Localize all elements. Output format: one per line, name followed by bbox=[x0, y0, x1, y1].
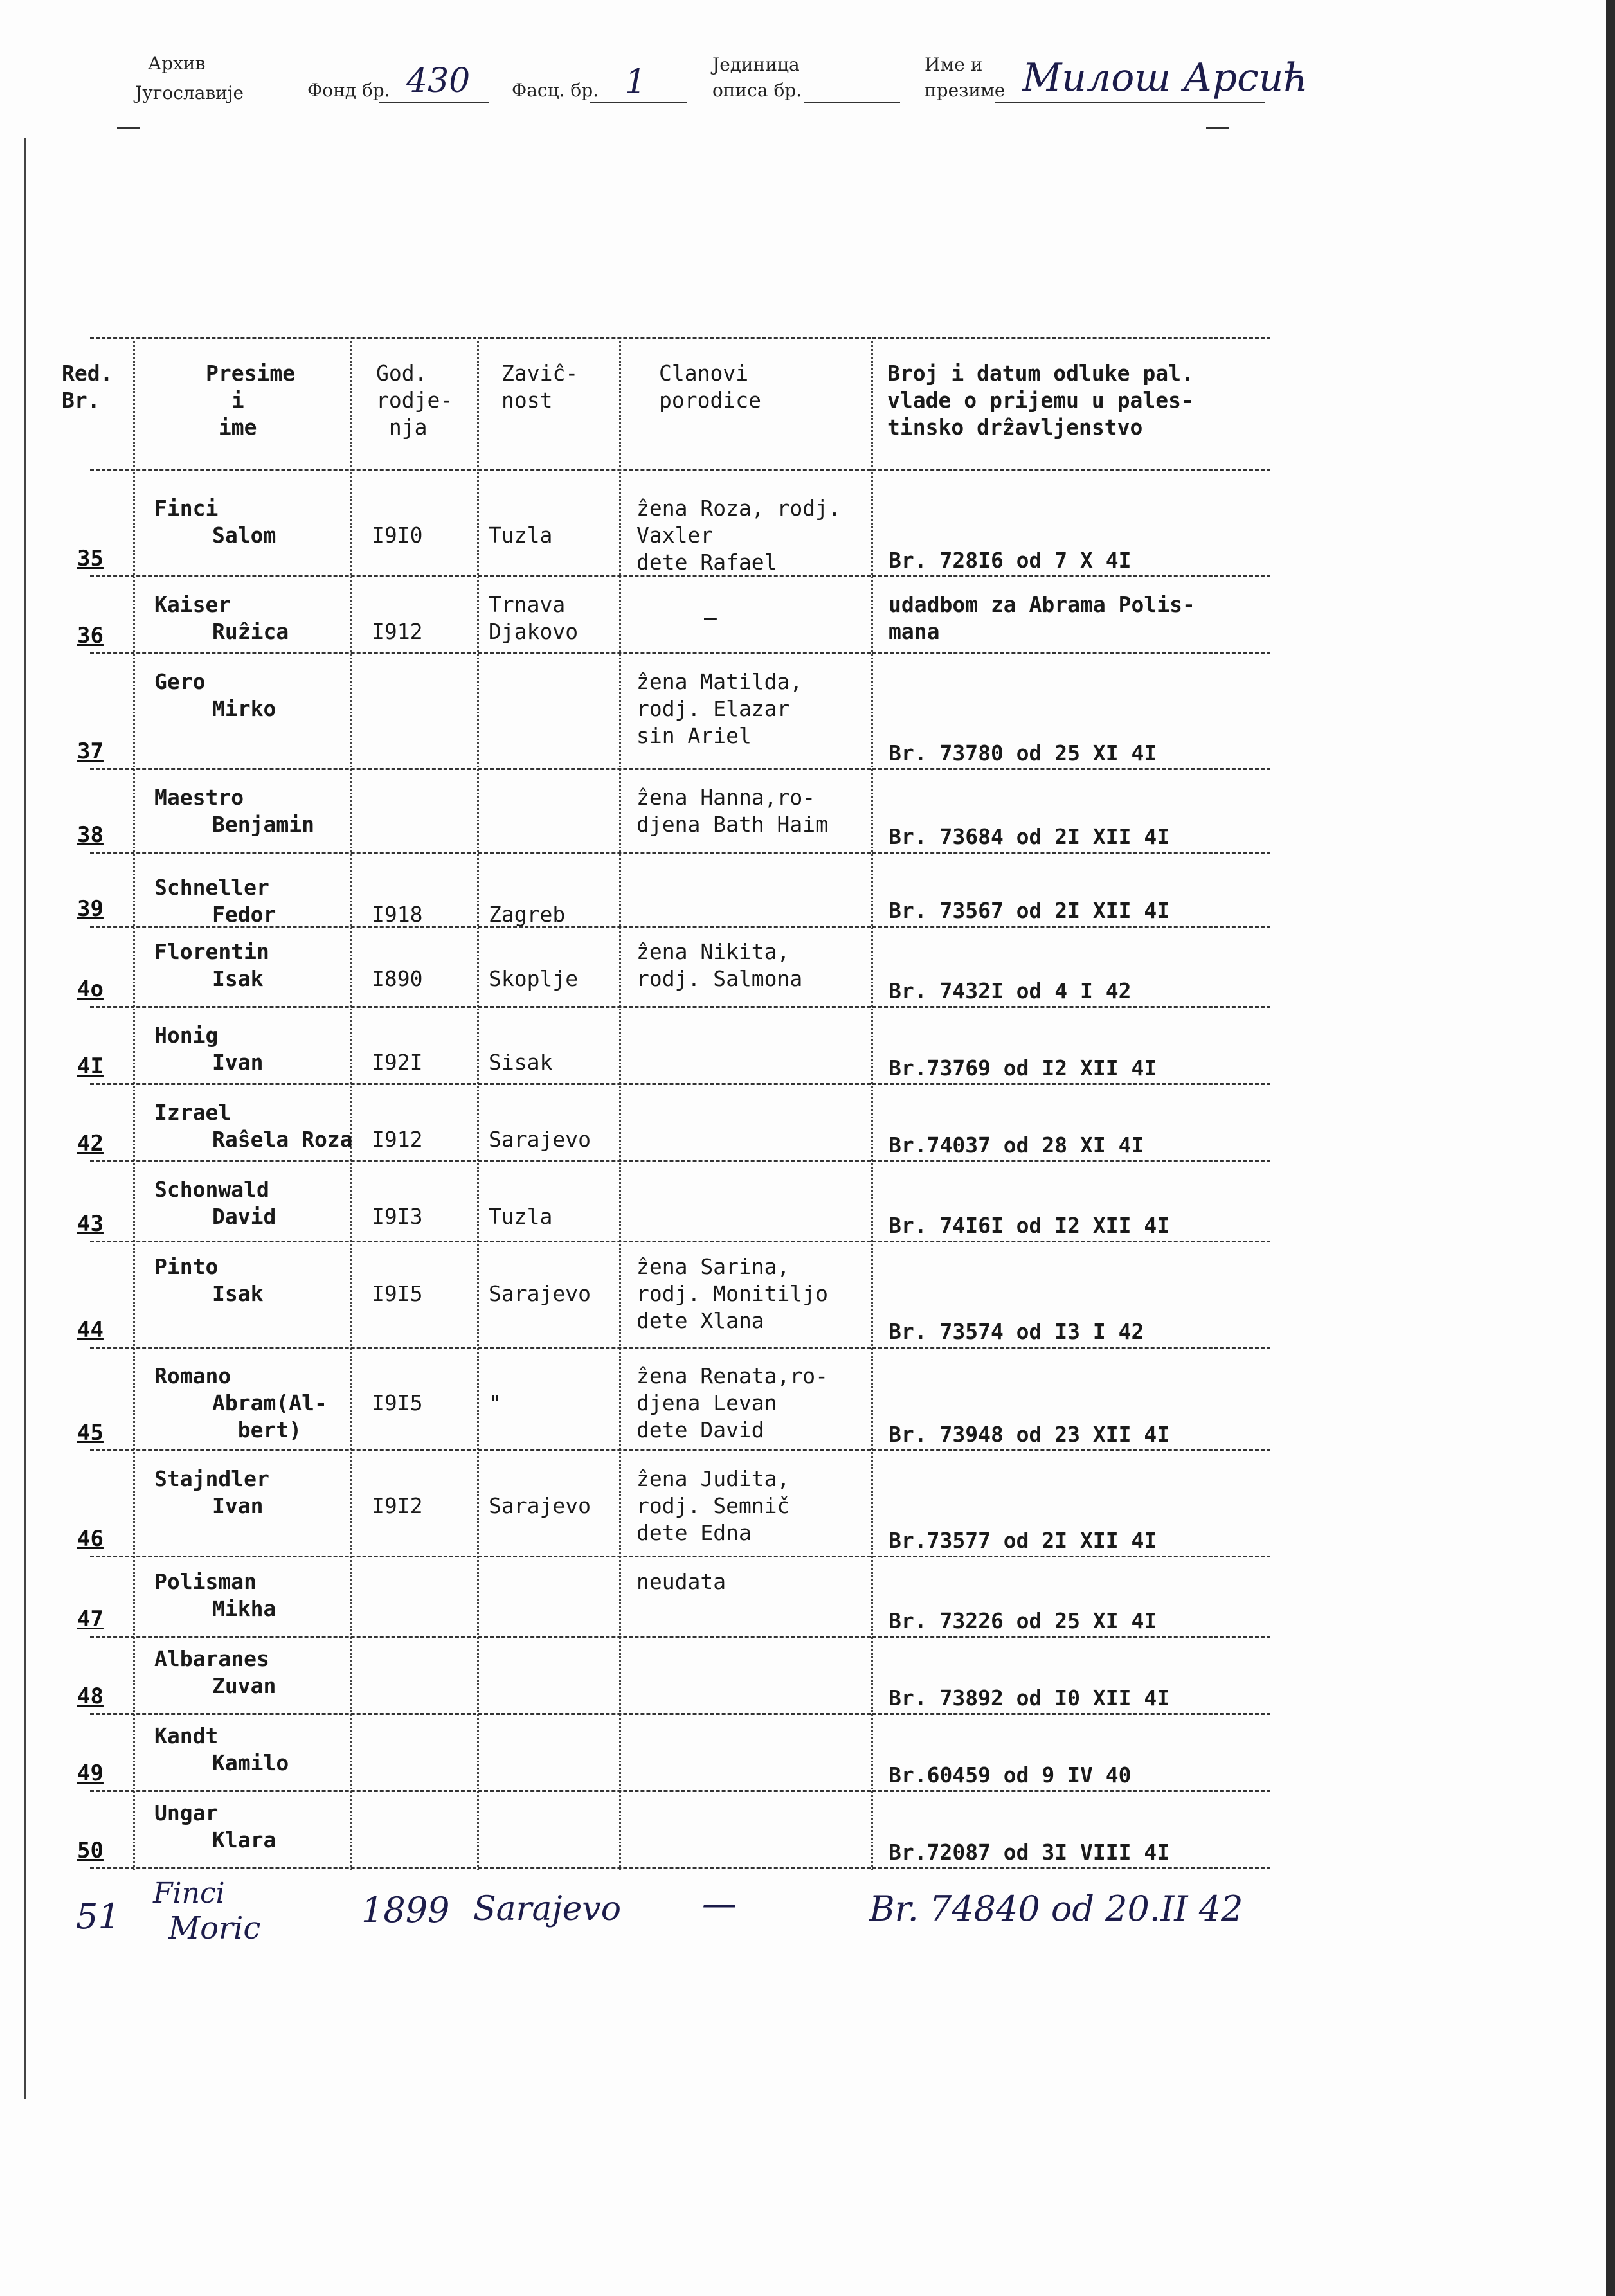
header-clanovi: Clanovi porodice bbox=[659, 361, 761, 413]
row-separator bbox=[90, 926, 1270, 928]
row-birth-year: I9I2 bbox=[372, 1493, 423, 1518]
row-decision: Br. 7432I od 4 I 42 bbox=[889, 978, 1132, 1003]
row-decision: Br. 73948 od 23 XII 4I bbox=[889, 1422, 1170, 1447]
row-separator bbox=[90, 1867, 1270, 1869]
row-separator bbox=[90, 1006, 1270, 1008]
row-given-name: Isak bbox=[212, 1281, 264, 1306]
stamp-fond-line bbox=[379, 102, 489, 103]
row-family: ẑena Renata,ro- djena Levan dete David bbox=[636, 1363, 829, 1442]
row-given-name: Ivan bbox=[212, 1493, 264, 1518]
row-number: 44 bbox=[77, 1317, 104, 1343]
row-birthplace: Sisak bbox=[489, 1050, 553, 1075]
row-given-name: Klara bbox=[212, 1827, 276, 1852]
row-birth-year: I9I3 bbox=[372, 1204, 423, 1229]
row-surname: Maestro bbox=[154, 785, 244, 810]
row-given-name: Kamilo bbox=[212, 1750, 289, 1775]
row-given-name: Ruẑica bbox=[212, 619, 289, 644]
row-family: – bbox=[704, 605, 717, 630]
row-decision: udadbom za Abrama Polis- mana bbox=[889, 592, 1195, 644]
hand-row-decision: Br. 74840 od 20.II 42 bbox=[869, 1888, 1243, 1929]
stamp-fond-label: Фонд бр. bbox=[307, 80, 390, 101]
stamp-fasc-label: Фасц. бр. bbox=[512, 80, 599, 101]
row-given-name: Zuvan bbox=[212, 1673, 276, 1698]
row-decision: Br. 73226 od 25 XI 4I bbox=[889, 1608, 1157, 1633]
row-birthplace: Skoplje bbox=[489, 966, 579, 991]
row-decision: Br.73769 od I2 XII 4I bbox=[889, 1055, 1157, 1081]
header-god: God. rodje- nja bbox=[376, 361, 453, 440]
row-number: 4I bbox=[77, 1054, 104, 1079]
row-separator bbox=[90, 575, 1270, 577]
row-decision: Br. 73567 od 2I XII 4I bbox=[889, 898, 1170, 923]
row-number: 47 bbox=[77, 1606, 104, 1632]
row-family: ẑena Nikita, rodj. Salmona bbox=[636, 939, 803, 991]
stamp-archive-line1: Архив bbox=[148, 53, 206, 74]
row-birth-year: I9I0 bbox=[372, 523, 423, 548]
stamp-unit-line bbox=[804, 102, 900, 103]
row-separator bbox=[90, 1083, 1270, 1085]
row-decision: Br.60459 od 9 IV 40 bbox=[889, 1762, 1132, 1788]
row-surname: Florentin bbox=[154, 939, 269, 964]
row-given-name: Benjamin bbox=[212, 812, 314, 837]
row-number: 46 bbox=[77, 1526, 104, 1552]
hand-row-number: 51 bbox=[76, 1896, 120, 1937]
table-header-rule bbox=[90, 469, 1270, 471]
row-birth-year: I912 bbox=[372, 1127, 423, 1152]
stamp-unit-line2: описа бр. bbox=[712, 80, 802, 101]
row-decision: Br. 74I6I od I2 XII 4I bbox=[889, 1213, 1170, 1238]
row-surname: Ungar bbox=[154, 1800, 219, 1825]
row-surname: Kaiser bbox=[154, 592, 231, 617]
row-number: 43 bbox=[77, 1211, 104, 1237]
row-surname: Izrael bbox=[154, 1100, 231, 1125]
row-birthplace: Tuzla bbox=[489, 523, 553, 548]
row-number: 48 bbox=[77, 1683, 104, 1709]
stamp-fasc-value: 1 bbox=[625, 63, 647, 102]
row-decision: Br. 73780 od 25 XI 4I bbox=[889, 740, 1157, 766]
row-given-name: Ivan bbox=[212, 1050, 264, 1075]
row-number: 38 bbox=[77, 822, 104, 848]
stamp-rule-right bbox=[1206, 127, 1229, 129]
row-surname: Romano bbox=[154, 1363, 231, 1388]
hand-row-place: Sarajevo bbox=[473, 1890, 622, 1928]
row-separator bbox=[90, 1241, 1270, 1242]
hand-row-year: 1899 bbox=[361, 1890, 450, 1930]
row-birth-year: I9I5 bbox=[372, 1390, 423, 1415]
row-family: ẑena Roza, rodj. Vaxler dete Rafael bbox=[636, 496, 841, 575]
row-given-name: Abram(Al- bert) bbox=[212, 1390, 327, 1442]
row-separator bbox=[90, 1347, 1270, 1349]
row-birthplace: Sarajevo bbox=[489, 1493, 591, 1518]
row-given-name: David bbox=[212, 1204, 276, 1229]
scan-edge bbox=[1606, 0, 1615, 2296]
row-number: 50 bbox=[77, 1838, 104, 1863]
row-given-name: Mikha bbox=[212, 1596, 276, 1621]
row-birthplace: Sarajevo bbox=[489, 1127, 591, 1152]
row-decision: Br. 73574 od I3 I 42 bbox=[889, 1319, 1144, 1344]
row-birthplace: Zagreb bbox=[489, 902, 566, 927]
stamp-fasc-line bbox=[590, 102, 687, 103]
row-surname: Gero bbox=[154, 669, 206, 694]
row-decision: Br.73577 od 2I XII 4I bbox=[889, 1528, 1157, 1553]
hand-row-family: — bbox=[702, 1883, 737, 1924]
row-given-name: Mirko bbox=[212, 696, 276, 721]
row-separator bbox=[90, 1449, 1270, 1451]
row-surname: Polisman bbox=[154, 1569, 257, 1594]
row-birthplace: Tuzla bbox=[489, 1204, 553, 1229]
header-red-br: Red. Br. bbox=[62, 361, 113, 413]
stamp-fond-value: 430 bbox=[406, 62, 471, 100]
row-decision: Br. 73892 od I0 XII 4I bbox=[889, 1685, 1170, 1710]
row-surname: Pinto bbox=[154, 1254, 219, 1279]
row-separator bbox=[90, 1160, 1270, 1162]
stamp-unit-line1: Јединица bbox=[712, 54, 800, 75]
row-number: 36 bbox=[77, 623, 104, 649]
table-top-rule bbox=[90, 337, 1270, 339]
row-birth-year: I890 bbox=[372, 966, 423, 991]
row-birthplace: Trnava Djakovo bbox=[489, 592, 579, 644]
row-surname: Kandt bbox=[154, 1723, 219, 1748]
row-birthplace: Sarajevo bbox=[489, 1281, 591, 1306]
row-family: ẑena Hanna,ro- djena Bath Haim bbox=[636, 785, 829, 837]
row-number: 37 bbox=[77, 739, 104, 764]
row-birth-year: I912 bbox=[372, 619, 423, 644]
row-family: neudata bbox=[636, 1569, 726, 1594]
row-separator bbox=[90, 652, 1270, 654]
row-given-name: Isak bbox=[212, 966, 264, 991]
row-number: 35 bbox=[77, 546, 104, 571]
row-birth-year: I918 bbox=[372, 902, 423, 927]
header-broj: Broj i datum odluke pal. vlade o prijemu u pales- tinsko drẑavljenstvo bbox=[887, 361, 1194, 440]
header-zavic: Zaviĉ- nost bbox=[501, 361, 579, 413]
row-surname: Stajndler bbox=[154, 1466, 269, 1491]
row-family: ẑena Judita, rodj. Semnič dete Edna bbox=[636, 1466, 790, 1545]
row-separator bbox=[90, 1713, 1270, 1715]
row-separator bbox=[90, 768, 1270, 770]
row-birth-year: I92I bbox=[372, 1050, 423, 1075]
row-family: ẑena Sarina, rodj. Monitiljo dete Xlana bbox=[636, 1254, 829, 1333]
row-separator bbox=[90, 1790, 1270, 1792]
hand-row-name1: Finci bbox=[153, 1877, 225, 1910]
col-sep-1 bbox=[133, 341, 135, 1870]
col-sep-4 bbox=[619, 341, 621, 1870]
header-prezime: Presime i ime bbox=[206, 361, 296, 440]
hand-row-name2: Moric bbox=[168, 1910, 261, 1946]
row-number: 4o bbox=[77, 976, 104, 1002]
row-decision: Br. 728I6 od 7 X 4I bbox=[889, 548, 1132, 573]
row-surname: Schneller bbox=[154, 875, 269, 900]
col-sep-2 bbox=[350, 341, 352, 1870]
scan-edge-left bbox=[24, 138, 26, 2099]
row-surname: Albaranes bbox=[154, 1646, 269, 1671]
row-surname: Honig bbox=[154, 1023, 219, 1048]
row-birthplace: " bbox=[489, 1390, 501, 1415]
row-birth-year: I9I5 bbox=[372, 1281, 423, 1306]
row-given-name: Raŝela Roza bbox=[212, 1127, 353, 1152]
row-separator bbox=[90, 1636, 1270, 1638]
stamp-name-line bbox=[995, 102, 1265, 103]
row-given-name: Fedor bbox=[212, 902, 276, 927]
row-number: 39 bbox=[77, 896, 104, 922]
row-separator bbox=[90, 852, 1270, 854]
stamp-archive-line2: Југославије bbox=[135, 82, 244, 103]
row-decision: Br.74037 od 28 XI 4I bbox=[889, 1133, 1144, 1158]
row-number: 45 bbox=[77, 1420, 104, 1446]
row-decision: Br.72087 od 3I VIII 4I bbox=[889, 1840, 1170, 1865]
col-sep-5 bbox=[871, 341, 873, 1870]
stamp-rule bbox=[117, 127, 140, 129]
col-sep-3 bbox=[477, 341, 479, 1870]
row-separator bbox=[90, 1556, 1270, 1557]
row-surname: Finci bbox=[154, 496, 219, 521]
row-decision: Br. 73684 od 2I XII 4I bbox=[889, 824, 1170, 849]
row-surname: Schonwald bbox=[154, 1177, 269, 1202]
row-number: 49 bbox=[77, 1761, 104, 1786]
stamp-name-value: Милош Арсић bbox=[1022, 55, 1309, 100]
stamp-name-line1: Име и bbox=[925, 54, 983, 75]
row-given-name: Salom bbox=[212, 523, 276, 548]
stamp-name-line2: презиме bbox=[925, 80, 1006, 101]
row-number: 42 bbox=[77, 1131, 104, 1156]
row-family: ẑena Matilda, rodj. Elazar sin Ariel bbox=[636, 669, 803, 748]
